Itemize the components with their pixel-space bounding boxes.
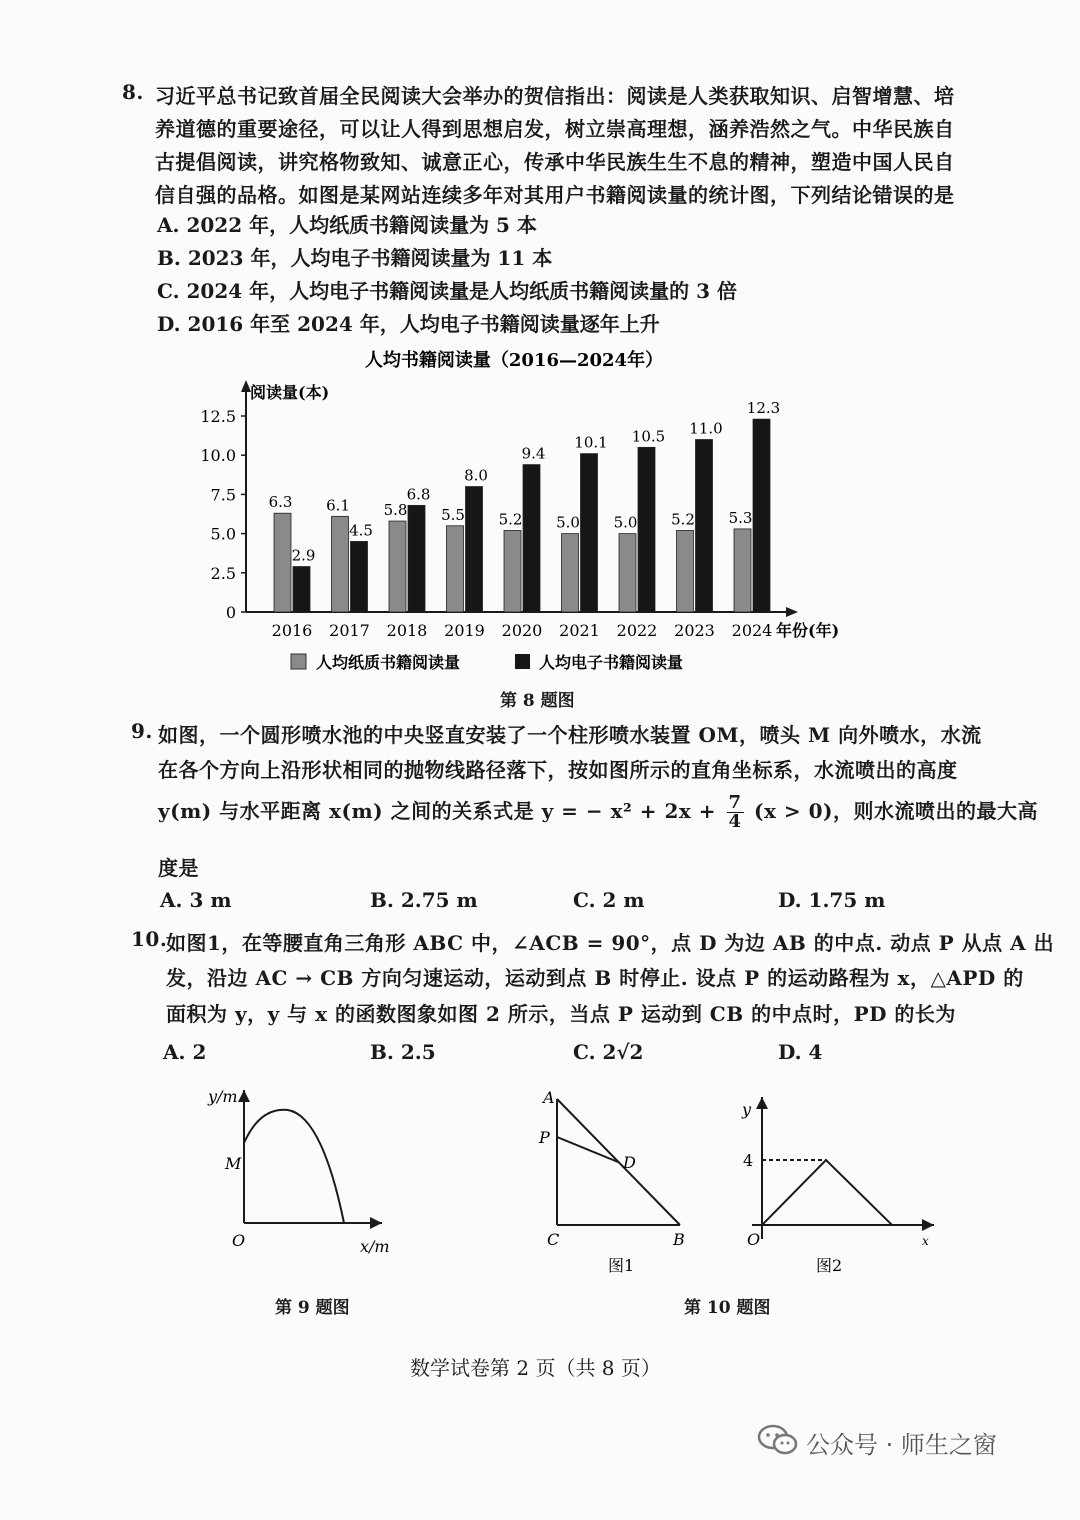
q9-m-label: M [225, 1154, 242, 1173]
q10-label-c: C [547, 1230, 560, 1249]
q10-figure-1 [530, 1085, 700, 1285]
bar-paper [619, 534, 636, 612]
q8-option-c: C. 2024 年，人均电子书籍阅读量是人均纸质书籍阅读量的 3 倍 [157, 279, 737, 303]
legend-label-paper: 人均纸质书籍阅读量 [316, 653, 461, 672]
q10-label-d: D [623, 1153, 636, 1172]
q9-line-2: 在各个方向上沿形状相同的抛物线路径落下，按如图所示的直角坐标系，水流喷出的高度 [158, 758, 958, 782]
y-axis-label: 阅读量(本) [250, 383, 330, 402]
bar-paper [677, 530, 694, 612]
x-tick-label: 2021 [559, 621, 600, 640]
q10-option-c: C. 2√2 [573, 1040, 644, 1064]
q8-option-b: B. 2023 年，人均电子书籍阅读量为 11 本 [157, 246, 553, 270]
q9-formula-post: (x > 0)，则水流喷出的最大高 [746, 799, 1038, 823]
bar-ebook [466, 487, 483, 612]
q8-number: 8. [122, 80, 144, 104]
bar-ebook [523, 465, 540, 612]
bar-ebook [581, 454, 598, 612]
y-tick-label: 5.0 [210, 524, 236, 544]
q8-line-2: 养道德的重要途径，可以让人得到思想启发，树立崇高理想，涵养浩然之气。中华民族自 [155, 117, 955, 141]
q10-label-a: A [543, 1088, 555, 1107]
bar-paper [274, 513, 291, 612]
legend-swatch-ebook [515, 654, 530, 669]
q10-fig2-four: 4 [743, 1151, 754, 1170]
q10-option-d: D. 4 [778, 1040, 823, 1064]
bar-ebook [696, 440, 713, 612]
bar-ebook [293, 567, 310, 612]
q9-fraction [727, 794, 744, 831]
chart-title: 人均书籍阅读量（2016—2024年） [364, 350, 664, 371]
x-tick-label: 2016 [271, 621, 313, 640]
data-label-ebook: 11.0 [689, 419, 723, 438]
data-label-ebook: 10.1 [574, 433, 608, 452]
data-label-paper: 5.0 [613, 513, 638, 532]
data-label-ebook: 8.0 [464, 466, 488, 485]
q10-number: 10. [131, 927, 168, 951]
q10-fig2-origin: O [747, 1230, 761, 1249]
x-axis-arrow [786, 607, 798, 617]
q10-fig2-y-label: y [742, 1100, 752, 1119]
q10-figure-caption: 第 10 题图 [684, 1298, 771, 1318]
x-tick-label: 2017 [329, 621, 370, 640]
data-label-ebook: 2.9 [291, 546, 316, 565]
q9-formula-pre: y(m) 与水平距离 x(m) 之间的关系式是 y = − x² + 2x + [158, 799, 724, 823]
q10-line-1: 如图1，在等腰直角三角形 ABC 中，∠ACB = 90°，点 D 为边 AB 的中点. 动点 P 从点 A 出 [166, 931, 1055, 955]
y-tick-label: 0 [225, 603, 236, 622]
bar-paper [734, 529, 751, 612]
y-tick-label: 7.5 [210, 485, 236, 505]
q9-origin-label: O [232, 1231, 246, 1250]
data-label-ebook: 6.8 [406, 485, 431, 504]
data-label-paper: 6.3 [268, 493, 293, 512]
x-tick-label: 2018 [386, 621, 428, 640]
bar-paper [447, 526, 464, 612]
q10-option-b: B. 2.5 [370, 1040, 436, 1064]
bar-paper [562, 534, 579, 612]
q10-line-3: 面积为 y，y 与 x 的函数图象如图 2 所示，当点 P 运动到 CB 的中点时，PD 的长为 [166, 1002, 956, 1026]
q9-frac-num: 7 [728, 792, 742, 813]
x-tick-label: 2024 [731, 621, 773, 640]
x-tick-label: 2023 [674, 621, 715, 640]
legend-swatch-paper [291, 654, 306, 669]
q9-parabola [244, 1110, 344, 1223]
x-tick-label: 2019 [444, 621, 485, 640]
wechat-icon [757, 1423, 799, 1457]
q9-option-c: C. 2 m [573, 888, 645, 912]
q10-fig2-caption: 图2 [816, 1256, 843, 1275]
q10-fig2-x-label: x [922, 1234, 929, 1248]
q9-x-label: x/m [360, 1237, 390, 1256]
watermark-text: 公众号 · 师生之窗 [806, 1431, 997, 1459]
y-tick-label: 10.0 [200, 446, 236, 466]
x-tick-label: 2020 [501, 621, 543, 640]
data-label-paper: 5.2 [671, 510, 695, 529]
q9-figure [200, 1080, 400, 1270]
q9-frac-den: 4 [728, 811, 742, 832]
y-tick-label: 2.5 [210, 563, 236, 583]
legend-label-ebook: 人均电子书籍阅读量 [539, 653, 684, 672]
q10-fig1-caption: 图1 [608, 1256, 635, 1275]
bar-ebook [638, 447, 655, 612]
q8-line-3: 古提倡阅读，讲究格物致知、诚意正心，传承中华民族生生不息的精神，塑造中国人民自 [155, 150, 955, 174]
q9-line-3 [158, 794, 1038, 831]
data-label-ebook: 10.5 [631, 427, 666, 446]
q8-option-d: D. 2016 年至 2024 年，人均电子书籍阅读量逐年上升 [157, 312, 660, 336]
q8-option-a: A. 2022 年，人均纸质书籍阅读量为 5 本 [157, 213, 537, 237]
data-label-paper: 5.5 [441, 505, 465, 524]
q9-option-d: D. 1.75 m [778, 888, 886, 912]
q10-figure-2 [730, 1085, 940, 1285]
bar-paper [504, 530, 521, 612]
q8-line-1: 习近平总书记致首届全民阅读大会举办的贺信指出：阅读是人类获取知识、启智增慧、培 [155, 84, 955, 108]
bar-ebook [753, 419, 770, 612]
q10-label-b: B [673, 1230, 685, 1249]
bar-paper [332, 516, 349, 612]
data-label-paper: 5.0 [556, 513, 580, 532]
q10-side-ab [557, 1099, 680, 1225]
data-label-ebook: 4.5 [349, 521, 373, 540]
bar-paper [389, 521, 406, 612]
q8-line-4: 信自强的品格。如图是某网站连续多年对其用户书籍阅读量的统计图，下列结论错误的是 [155, 183, 955, 207]
y-tick-label: 12.5 [200, 407, 236, 426]
data-label-paper: 5.2 [498, 510, 523, 529]
q10-segment-pd [557, 1137, 618, 1162]
q9-line-1: 如图，一个圆形喷水池的中央竖直安装了一个柱形喷水装置 OM，喷头 M 向外喷水，水流 [158, 723, 982, 747]
q9-y-label: y/m [208, 1087, 238, 1106]
legend [291, 653, 683, 672]
bar-chart [0, 340, 1080, 700]
data-label-paper: 6.1 [326, 496, 350, 515]
data-label-paper: 5.8 [383, 501, 408, 520]
page-footer: 数学试卷第 2 页（共 8 页） [410, 1356, 661, 1380]
q10-fig2-graph [762, 1160, 892, 1225]
q9-number: 9. [131, 719, 153, 743]
q9-figure-caption: 第 9 题图 [275, 1298, 350, 1318]
q9-line-4: 度是 [158, 856, 199, 880]
chart-marks [200, 380, 798, 640]
data-label-ebook: 12.3 [746, 399, 781, 418]
bar-ebook [351, 541, 368, 612]
q10-label-p: P [539, 1128, 550, 1147]
q10-option-a: A. 2 [163, 1040, 207, 1064]
x-tick-label: 2022 [616, 621, 658, 640]
q9-option-b: B. 2.75 m [370, 888, 478, 912]
x-axis-label: 年份(年) [776, 621, 840, 640]
q9-option-a: A. 3 m [160, 888, 232, 912]
data-label-paper: 5.3 [728, 508, 753, 527]
q10-line-2: 发，沿边 AC → CB 方向匀速运动，运动到点 B 时停止. 设点 P 的运动路程为 x，△APD 的 [166, 966, 1024, 990]
bar-ebook [408, 505, 425, 612]
data-label-ebook: 9.4 [521, 444, 546, 463]
q8-figure-caption: 第 8 题图 [500, 691, 575, 711]
